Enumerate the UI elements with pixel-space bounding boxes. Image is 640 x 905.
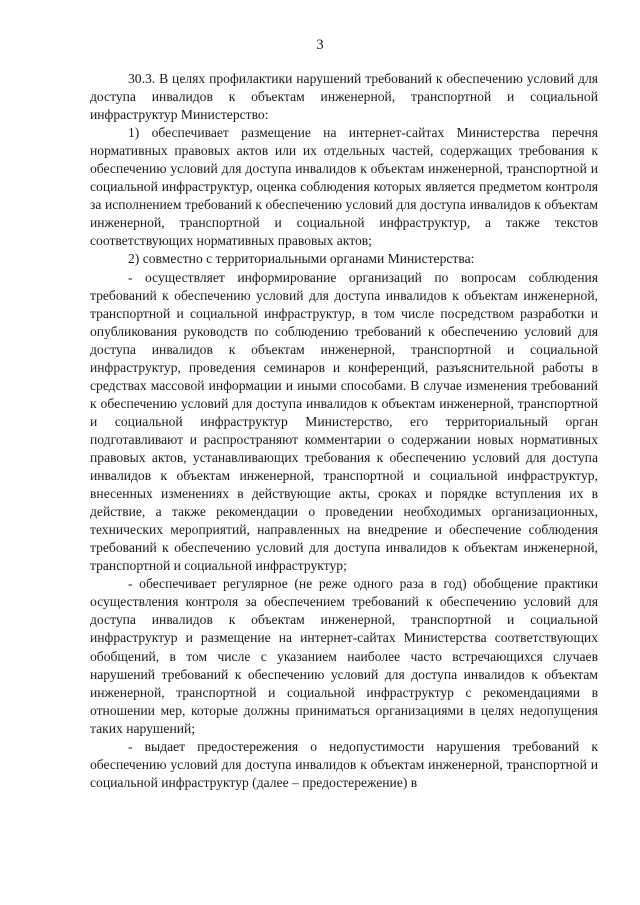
paragraph-bullet-informing: - осуществляет информирование организаций по вопросам соблюдения требований к обеспечению условий для доступа инвалидов к объектам инженерной, транспортной и социальной инфраструктур, в том числе посредством разработки и опубликования руководств по соблюдению требований к обеспечению условий для доступа инвалидов к объектам инженерной, транспортной и социальной инфраструктур, проведения семинаров и конференций, разъяснительной работы в средствах массовой информации и иными способами. В случае изменения требований к обеспечению условий для доступа инвалидов к объектам инженерной, транспортной и социальной инфраструктур Министерство, его территориальный орган подготавливают и распространяют комментарии о содержании новых нормативных правовых актов, устанавливающих требования к обеспечению условий для доступа инвалидов к объектам инженерной, транспортной и социальной инфраструктур, внесенных изменениях в действующие акты, сроках и порядке вступления их в действие, а также рекомендации о проведении необходимых организационных, технических мероприятий, направленных на внедрение и обеспечение соблюдения требований к обеспечению условий для доступа инвалидов к объектам инженерной, транспортной и социальной инфраструктур; bbox=[90, 269, 598, 574]
paragraph-item-1: 1) обеспечивает размещение на интернет-сайтах Министерства перечня нормативных правовых актов или их отдельных частей, содержащих требования к обеспечению условий для доступа инвалидов к объектам инженерной, транспортной и социальной инфраструктур, оценка соблюдения которых является предметом контроля за исполнением требований к обеспечению условий для доступа инвалидов к объектам инженерной, транспортной и социальной инфраструктур, а также текстов соответствующих нормативных правовых актов; bbox=[90, 125, 598, 249]
paragraph-bullet-generalization: - обеспечивает регулярное (не реже одного раза в год) обобщение практики осуществления контроля за обеспечением требований к обеспечению условий для доступа инвалидов к объектам инженерной, транспортной и социальной инфраструктур и размещение на интернет-сайтах Министерства соответствующих обобщений, в том числе с указанием наиболее часто встречающихся случаев нарушений требований к обеспечению условий для доступа инвалидов к объектам инженерной, транспортной и социальной инфраструктур с рекомендациями в отношении мер, которые должны приниматься организациями в целях недопущения таких нарушений; bbox=[90, 576, 598, 736]
paragraph-bullet-warnings: - выдает предостережения о недопустимости нарушения требований к обеспечению условий для доступа инвалидов к объектам инженерной, транспортной и социальной инфраструктур (далее – предостережение) в bbox=[90, 738, 598, 790]
paragraph-30-3: 30.3. В целях профилактики нарушений требований к обеспечению условий для доступа инвалидов к объектам инженерной, транспортной и социальной инфраструктур Министерство: bbox=[90, 71, 598, 123]
page-number: 3 bbox=[316, 37, 324, 53]
paragraph-item-2: 2) совместно с территориальными органами Министерства: bbox=[128, 251, 475, 267]
document-body bbox=[90, 70, 598, 792]
